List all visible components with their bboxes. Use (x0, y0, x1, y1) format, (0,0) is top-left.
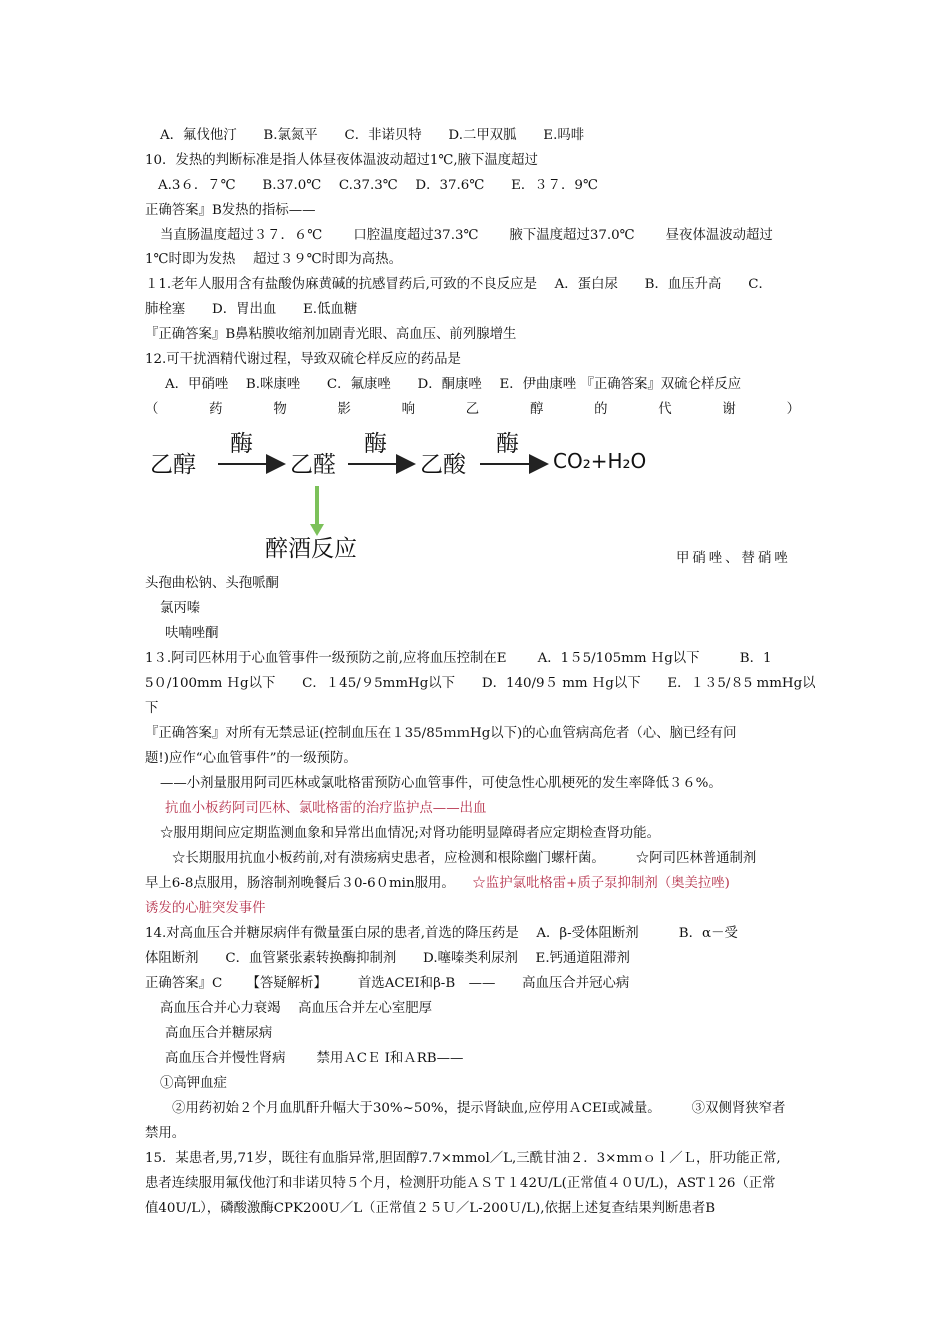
monitor-point-2: ☆长期服用抗血小板药前,对有溃疡病史患者，应检测和根除幽门螺杆菌。 ☆阿司匹林普通制剂 (172, 851, 757, 866)
q14-contra-2: ②用药初始２个月血肌酐升幅大于30%~50%，提示肾缺血,应停用ＡCEI或减量。 ③双侧肾狭窄者 (172, 1101, 786, 1116)
q10-explanation: 当直肠温度超过３７．６℃ 口腔温度超过37.3℃ 腋下温度超过37.0℃ 昼夜体温波动超过 (160, 228, 773, 243)
monitor-point-4: ☆监护氯吡格雷+质子泵抑制剂（奥美拉唑) (472, 876, 730, 891)
drug-list-3: 氯丙嗪 (160, 601, 201, 616)
q10-explanation-cont: 1℃时即为发热 超过３９℃时即为高热。 (145, 252, 402, 267)
drug-list-2: 头孢曲松钠、头孢哌酮 (145, 576, 279, 591)
q11-options: 肺栓塞 D．胃出血 E.低血糖 (145, 302, 358, 317)
drunk-reaction-label: 醉酒反应 (265, 536, 357, 562)
q15-stem-cont-2: 值40U/L），磷酸激酶CPK200U／L（正常值２５Ｕ／L-200Ｕ/L),依据上述复查结果判断患者B (145, 1201, 716, 1216)
q13-answer: 『正确答案』对所有无禁忌证(控制血压在１35/85ｍｍHg以下)的心血管病高危者（心、脑已经有问 (145, 726, 737, 741)
q12-stem: 12.可干扰酒精代谢过程，导致双硫仑样反应的药品是 (145, 352, 461, 367)
drug-list-1: 甲硝唑、替硝唑 (676, 551, 791, 566)
ethanol-metabolism-diagram (140, 420, 660, 565)
q10-options: A.3６．７℃ B.37.0℃ C.37.3℃ D．37.6℃ E．３７．9℃ (158, 178, 598, 193)
enzyme-label-2: 酶 (364, 431, 387, 457)
monitor-point-3 (145, 875, 730, 893)
q11-stem: １1.老年人服用含有盐酸伪麻黄碱的抗感冒药后,可致的不良反应是 A．蛋白尿 B．血压升高 C． (145, 277, 772, 292)
q13-options: 5０/100mm Ｈg以下 C．１45/９5mmHg以下 D．140/9５ mm Ｈg以下 E．１３5/８5 mmHg以 (145, 676, 816, 691)
q14-indication-1: 高血压合并心力衰竭 高血压合并左心室肥厚 (160, 1001, 433, 1016)
drug-list-4: 呋喃唑酮 (165, 626, 219, 641)
monitor-point-3-text: 早上6-8点服用，肠溶制剂晚餐后３0-6０min服用。 (145, 876, 473, 891)
q10-answer: 正确答案』B发热的指标—— (145, 203, 316, 218)
acetaldehyde-label: 乙醛 (290, 452, 336, 478)
q14-contra-1: ①高钾血症 (160, 1076, 227, 1091)
q14-indication-2: 高血压合并糖尿病 (165, 1026, 273, 1041)
q13-options-cont: 下 (145, 701, 159, 716)
q14-stem: 14.对高血压合并糖尿病伴有微量蛋白尿的患者,首选的降压药是 A．β-受体阻断剂 B．α－受 (145, 926, 738, 941)
q15-stem: 15．某患者,男,71岁，既往有血脂异常,胆固醇7.7×mmol／L,三酰甘油２．3×mｍｏｌ／Ｌ，肝功能正常, (145, 1151, 781, 1166)
q14-contra-2-cont: 禁用。 (145, 1126, 186, 1141)
acetic-acid-label: 乙酸 (420, 452, 466, 478)
q9-options: A．氟伐他汀 B.氯氮平 C．非诺贝特 D.二甲双胍 E.吗啡 (160, 128, 585, 143)
product-label: CO₂+H₂O (553, 449, 647, 473)
ethanol-label: 乙醇 (150, 452, 196, 478)
q13-answer-cont: 题!)应作“心血管事件”的一级预防。 (145, 751, 357, 766)
q13-note: ——小剂量服用阿司匹林或氯吡格雷预防心血管事件，可使急性心肌梗死的发生率降低３６%。 (160, 776, 722, 791)
q14-indication-3: 高血压合并慢性肾病 禁用ＡCＥ I和ＡRB—— (165, 1051, 464, 1066)
q15-stem-cont: 患者连续服用氟伐他汀和非诺贝特５个月，检测肝功能ＡＳＴ１42U/L(正常值４０U/L)，AST１26（正常 (145, 1176, 776, 1191)
enzyme-label-1: 酶 (230, 431, 253, 457)
q14-answer: 正确答案』C 【答疑解析】 首选ACEI和β-B —— 高血压合并冠心病 (145, 976, 630, 991)
q13-stem: 1３.阿司匹林用于心血管事件一级预防之前,应将血压控制在E A．1５5/105mm Ｈg以下 B．1 (145, 651, 772, 666)
q14-options: 体阻断剂 C．血管紧张素转换酶抑制剂 D.噻嗪类利尿剂 E.钙通道阻滞剂 (145, 951, 630, 966)
q12-options: A．甲硝唑 B.咪康唑 C．氟康唑 D．酮康唑 E．伊曲康唑 『正确答案』双硫仑样反应 (165, 377, 742, 392)
q10-stem: 10．发热的判断标准是指人体昼夜体温波动超过1℃,腋下温度超过 (145, 153, 538, 168)
antiplatelet-heading: 抗血小板药阿司匹林、氯吡格雷的治疗监护点——出血 (165, 801, 487, 816)
monitor-point-4-cont: 诱发的心脏突发事件 (145, 901, 266, 916)
q12-answer-caption: （ 药 物 影 响 乙 醇 的 代 谢 ） (145, 402, 800, 417)
monitor-point-1: ☆服用期间应定期监测血象和异常出血情况;对肾功能明显障碍者应定期检查肾功能。 (160, 826, 660, 841)
enzyme-label-3: 酶 (496, 431, 519, 457)
q11-answer: 『正确答案』B鼻粘膜收缩剂加剧青光眼、高血压、前列腺增生 (145, 327, 517, 342)
